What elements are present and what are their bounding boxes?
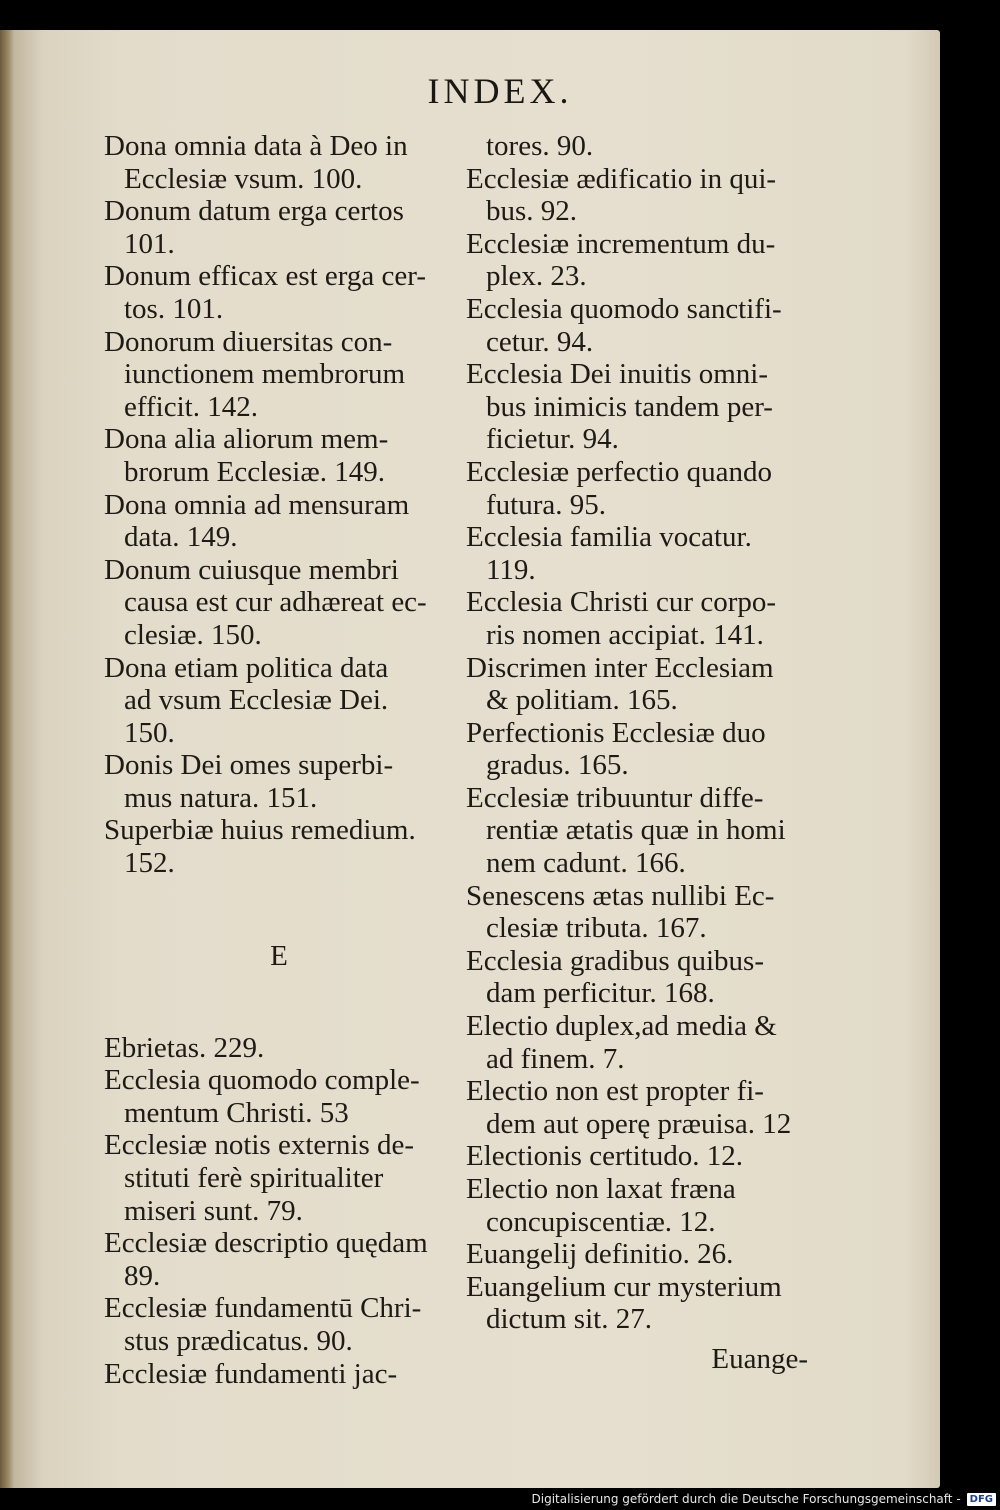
index-line: Euangelij definitio. 26. [466, 1238, 734, 1271]
index-line: rentiæ ætatis quæ in homi [486, 814, 786, 847]
index-line: plex. 23. [486, 260, 587, 293]
index-line: & politiam. 165. [486, 684, 678, 717]
index-line: tos. 101. [124, 292, 224, 325]
index-line: Ecclesiæ incrementum du- [466, 227, 776, 260]
index-line: clesiæ tributa. 167. [486, 912, 707, 945]
index-line: mus natura. 151. [124, 781, 318, 814]
index-line: Dona omnia ad mensuram [104, 488, 410, 521]
index-line: Dona alia aliorum mem- [104, 423, 389, 456]
index-line: Ecclesiæ fundamenti jac- [104, 1357, 398, 1390]
digitization-footer [0, 1488, 1000, 1510]
section-gap [104, 880, 454, 910]
index-line: ris nomen accipiat. 141. [486, 618, 764, 651]
index-line: Donum cuiusque membri [104, 553, 399, 586]
index-line: Electio non est propter fi- [466, 1075, 764, 1108]
index-line: Dona omnia data à Deo in [104, 130, 408, 162]
index-line: mentum Christi. 53 [124, 1096, 349, 1129]
index-line: Discrimen inter Ecclesiam [466, 651, 774, 684]
index-line: Electionis certitudo. 12. [466, 1140, 744, 1173]
index-line: Donum datum erga certos [104, 195, 404, 228]
index-column-left [104, 130, 454, 1390]
index-line: miseri sunt. 79. [124, 1194, 303, 1227]
index-line: Dona etiam politica data [104, 651, 389, 684]
index-column-right [466, 130, 818, 1336]
index-line: Ecclesiæ ædificatio in qui- [466, 162, 777, 195]
index-line: futura. 95. [486, 488, 606, 521]
index-line: Donum efficax est erga cer- [104, 260, 427, 293]
index-line: 152. [124, 847, 175, 880]
index-line: dam perficitur. 168. [486, 977, 715, 1010]
index-line: Donis Dei omes superbi- [104, 749, 394, 782]
catchword: Euange- [711, 1343, 808, 1375]
index-line: Electio non laxat fræna [466, 1173, 736, 1205]
index-line: ficietur. 94. [486, 423, 619, 456]
index-line: brorum Ecclesiæ. 149. [124, 455, 385, 488]
index-line: Ecclesia gradibus quibus- [466, 944, 764, 977]
index-line: Ecclesia Christi cur corpo- [466, 586, 777, 619]
section-gap [104, 1002, 454, 1032]
index-line: Ecclesiæ fundamentū Chri- [104, 1292, 422, 1325]
index-line: stituti ferè spiritualiter [124, 1162, 384, 1195]
index-line: Ecclesiæ tribuuntur diffe- [466, 781, 764, 814]
index-line: Ecclesiæ perfectio quando [466, 455, 772, 488]
index-line: Ecclesia familia vocatur. [466, 521, 752, 554]
index-line: bus. 92. [486, 195, 578, 228]
index-line: 150. [124, 716, 175, 749]
index-line: nem cadunt. 166. [486, 847, 686, 880]
index-line: Ecclesiæ notis externis de- [104, 1129, 415, 1162]
index-line: Perfectionis Ecclesiæ duo [466, 716, 766, 749]
footer-text: Digitalisierung gefördert durch die Deutsche Forschungsgemeinschaft - [531, 1492, 961, 1506]
section-letter: E [270, 939, 288, 972]
index-line: clesiæ. 150. [124, 618, 262, 651]
index-line: stus prædicatus. 90. [124, 1325, 353, 1357]
index-line: Ecclesiæ vsum. 100. [124, 162, 363, 195]
index-line: Senescens ætas nullibi Ec- [466, 879, 775, 912]
index-line: Ecclesia quomodo sanctifi- [466, 292, 782, 325]
index-line: ad finem. 7. [486, 1042, 625, 1075]
index-line: cetur. 94. [486, 325, 594, 358]
index-line: tores. 90. [486, 130, 594, 162]
index-line: 89. [124, 1259, 161, 1292]
index-line: dem aut operę præuisa. 12 [486, 1107, 792, 1140]
index-line: Superbiæ huius remedium. [104, 814, 416, 847]
index-line: efficit. 142. [124, 390, 258, 423]
index-line: 119. [486, 553, 536, 586]
index-line: gradus. 165. [486, 749, 629, 782]
index-line: Electio duplex,ad media & [466, 1010, 777, 1043]
index-line: bus inimicis tandem per- [486, 390, 773, 423]
dfg-logo: DFG [967, 1493, 996, 1506]
index-line: iunctionem membrorum [124, 358, 406, 391]
index-line: Euangelium cur mysterium [466, 1270, 782, 1303]
index-line: Ecclesia Dei inuitis omni- [466, 358, 769, 391]
index-line: Ecclesia quomodo comple- [104, 1064, 420, 1097]
page-header: INDEX. [427, 71, 573, 111]
index-line: Ebrietas. 229. [104, 1031, 265, 1064]
index-line: concupiscentiæ. 12. [486, 1205, 716, 1238]
index-line: dictum sit. 27. [486, 1303, 652, 1336]
index-line: 101. [124, 227, 175, 260]
page-edge-shadow [0, 30, 14, 1488]
index-line: ad vsum Ecclesiæ Dei. [124, 684, 389, 717]
index-line: data. 149. [124, 521, 238, 554]
index-line: Donorum diuersitas con- [104, 325, 393, 358]
index-line: Ecclesiæ descriptio quędam [104, 1227, 428, 1260]
index-line: causa est cur adhæreat ec- [124, 586, 427, 619]
